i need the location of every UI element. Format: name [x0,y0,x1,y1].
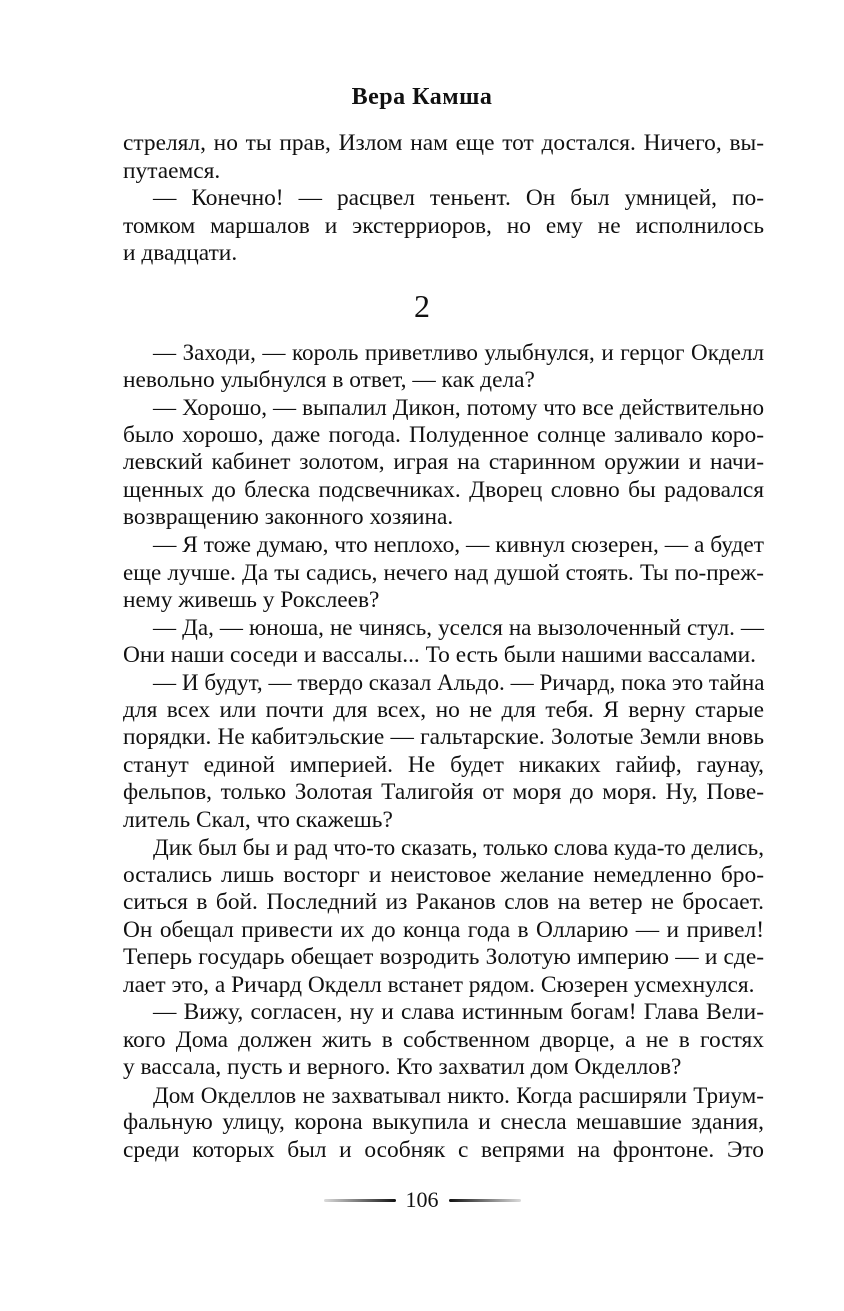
text-line: Дик был бы и рад что-то сказать, только слова куда-то делись, [153,834,764,860]
text-line: среди которых был и особняк с вепрями на фронтоне. Это [123,1136,764,1163]
text-line: — Я тоже думаю, что неплохо, — кивнул сюзерен, — а будет [153,531,764,558]
text-line: — И будут, — твердо сказал Альдо. — Ричард, пока это тайна [153,669,765,695]
text-block-top [123,130,764,268]
text-line: Он обещал привести их до конца года в Олларию — и привел! [123,916,764,943]
text-block-main [123,339,764,1164]
running-head-author: Вера Камша [351,84,493,110]
text-line: томком маршалов и экстерриоров, но ему не исполнилось [123,212,764,239]
text-line: ситься в бой. Последний из Раканов слов на ветер не бросает. [123,889,764,915]
text-line: — Вижу, согласен, ну и слава истинным богам! Глава Вели- [153,999,764,1025]
text-line: лает это, а Ричард Окделл встанет рядом. Сюзерен усмехнулся. [123,971,755,998]
text-line: станут единой империей. Не будет никаких гайиф, гаунау, [123,751,764,778]
section-number: 2 [414,288,430,324]
text-line: для всех или почти для всех, но не для тебя. Я верну старые [123,696,764,723]
text-line: стрелял, но ты прав, Излом нам еще тот достался. Ничего, вы- [123,130,764,156]
text-line: у вассала, пусть и верного. Кто захватил дом Окделлов? [123,1054,682,1080]
text-line: было хорошо, даже погода. Полуденное солнце заливало коро- [123,421,764,448]
text-line: Теперь государь обещает возродить Золотую империю — и сде- [123,944,764,970]
text-line: фельпов, только Золотая Талигойя от моря до моря. Ну, Пове- [123,779,764,805]
text-line: литель Скал, что скажешь? [123,806,393,833]
text-line: — Заходи, — король приветливо улыбнулся, и герцог Окделл [153,339,764,365]
text-line: левский кабинет золотом, играя на старинном оружии и начи- [123,449,764,475]
text-line: фальную улицу, корона выкупила и снесла мешавшие здания, [123,1109,764,1135]
folio-ornament-right [449,1199,521,1202]
text-line: — Хорошо, — выпалил Дикон, потому что все действительно [153,394,764,420]
text-line: щенных до блеска подсвечниках. Дворец словно бы радовался [123,476,764,503]
page-folio [0,1187,844,1213]
text-line: и двадцати. [123,240,238,266]
text-line: нему живешь у Рокслеев? [123,586,380,613]
text-line: порядки. Не кабитэльские — гальтарские. Золотые Земли вновь [123,724,764,750]
text-line: путаемся. [123,157,221,184]
text-line: возвращению законного хозяина. [123,504,454,530]
text-line: невольно улыбнулся в ответ, — как дела? [123,366,535,393]
text-line: Дом Окделлов не захватывал никто. Когда расширяли Триум- [153,1081,764,1108]
text-line: — Да, — юноша, не чинясь, уселся на вызолоченный стул. — [153,614,764,640]
text-line: Они наши соседи и вассалы... То есть были нашими вассалами. [123,641,756,668]
text-line: кого Дома должен жить в собственном дворце, а не в гостях [123,1026,764,1053]
text-line: остались лишь восторг и неистовое желание немедленно бро- [123,861,764,888]
text-line: еще лучше. Да ты садись, нечего над душой стоять. Ты по-преж- [123,559,764,585]
text-line: — Конечно! — расцвел теньент. Он был умницей, по- [153,185,764,211]
page-number: 106 [405,1187,439,1212]
folio-ornament-left [324,1199,396,1202]
